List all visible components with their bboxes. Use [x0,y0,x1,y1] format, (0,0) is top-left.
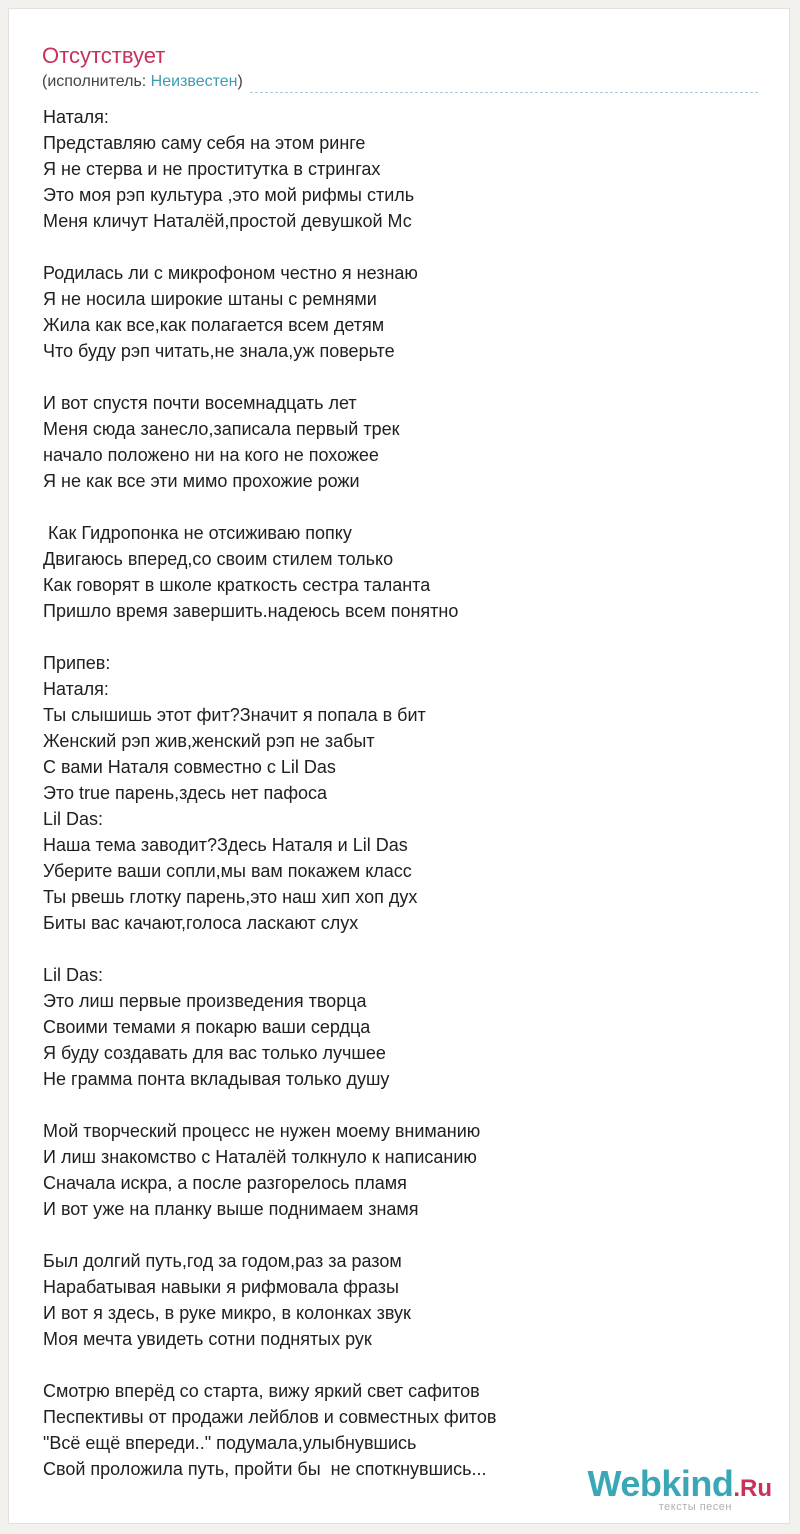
stanza-gap [43,234,743,260]
stanza-gap [43,1352,743,1378]
lyric-line: Женский рэп жив,женский рэп не забыт [43,731,375,751]
lyric-line: Двигаюсь вперед,со своим стилем только [43,549,394,569]
lyric-line: И вот спустя почти восемнадцать лет [43,393,357,413]
artist-suffix: ) [237,73,243,90]
lyric-line: Песпективы от продажи лейблов и совместных фитов [43,1407,497,1427]
artist-prefix: (исполнитель: [42,73,151,90]
artist-line [42,71,243,93]
lyric-line: Мой творческий процесс не нужен моему вниманию [43,1121,481,1141]
lyric-line: И вот я здесь, в руке микро, в колонках звук [43,1303,411,1323]
lyric-line: Ты слышишь этот фит?Значит я попала в бит [43,705,426,725]
lyric-line: Биты вас качают,голоса ласкают слух [43,913,359,933]
lyric-line: Как говорят в школе краткость сестра таланта [43,575,431,595]
song-title: Отсутствует [42,43,166,68]
title-divider [250,92,758,93]
lyric-line: Наталя: [43,679,109,699]
logo-domain: .Ru [733,1475,772,1502]
logo-tagline: тексты песен [658,1501,732,1513]
lyric-line: Жила как все,как полагается всем детям [43,315,385,335]
lyric-line: Lil Das: [43,965,104,985]
site-logo[interactable] [587,1463,772,1513]
lyric-line: Это моя рэп культура ,это мой рифмы стиль [43,185,415,205]
lyric-line: Меня сюда занесло,записала первый трек [43,419,400,439]
lyric-line: Не грамма понта вкладывая только душу [43,1069,390,1089]
stanza-gap [43,1092,743,1118]
lyrics-body [43,104,743,1482]
lyric-line: Уберите ваши сопли,мы вам покажем класс [43,861,412,881]
stanza-gap [43,624,743,650]
lyric-line: Припев: [43,653,111,673]
lyric-line: Нарабатывая навыки я рифмовала фразы [43,1277,399,1297]
lyric-line: Сначала искра, а после разгорелось пламя [43,1173,407,1193]
lyric-line: Свой проложила путь, пройти бы не споткнувшись... [43,1459,487,1479]
lyric-line: Представляю саму себя на этом ринге [43,133,366,153]
lyric-line: Lil Das: [43,809,104,829]
lyric-line: Пришло время завершить.надеюсь всем понятно [43,601,459,621]
lyric-line: Ты рвешь глотку парень,это наш хип хоп дух [43,887,418,907]
lyric-line: Моя мечта увидеть сотни поднятых рук [43,1329,372,1349]
lyric-line: Наталя: [43,107,109,127]
lyric-line: И вот уже на планку выше поднимаем знамя [43,1199,419,1219]
lyric-line: Что буду рэп читать,не знала,уж поверьте [43,341,395,361]
lyric-line: Я буду создавать для вас только лучшее [43,1043,386,1063]
lyric-line: Своими темами я покарю ваши сердца [43,1017,371,1037]
lyric-line: начало положено ни на кого не похожее [43,445,379,465]
lyric-line: И лиш знакомство с Наталёй толкнуло к написанию [43,1147,477,1167]
lyric-line: "Всё ещё впереди.." подумала,улыбнувшись [43,1433,417,1453]
stanza-gap [43,1222,743,1248]
lyric-line: Я не носила широкие штаны с ремнями [43,289,377,309]
lyric-line: Был долгий путь,год за годом,раз за разом [43,1251,402,1271]
lyric-line: Меня кличут Наталёй,простой девушкой Мс [43,211,412,231]
lyric-line: Я не как все эти мимо прохожие рожи [43,471,360,491]
stanza-gap [43,936,743,962]
lyric-line: Как Гидропонка не отсиживаю попку [43,523,352,543]
stanza-gap [43,494,743,520]
lyric-line: Это лиш первые произведения творца [43,991,367,1011]
lyric-line: Я не стерва и не проститутка в стрингах [43,159,381,179]
lyric-line: Наша тема заводит?Здесь Наталя и Lil Das [43,835,408,855]
lyric-line: С вами Наталя совместно с Lil Das [43,757,336,777]
artist-link[interactable]: Неизвестен [150,73,238,90]
logo-wordmark: Webkind [587,1463,734,1504]
lyric-line: Родилась ли с микрофоном честно я незнаю [43,263,418,283]
lyric-line: Смотрю вперёд со старта, вижу яркий свет сафитов [43,1381,480,1401]
stanza-gap [43,364,743,390]
lyric-line: Это true парень,здесь нет пафоса [43,783,328,803]
